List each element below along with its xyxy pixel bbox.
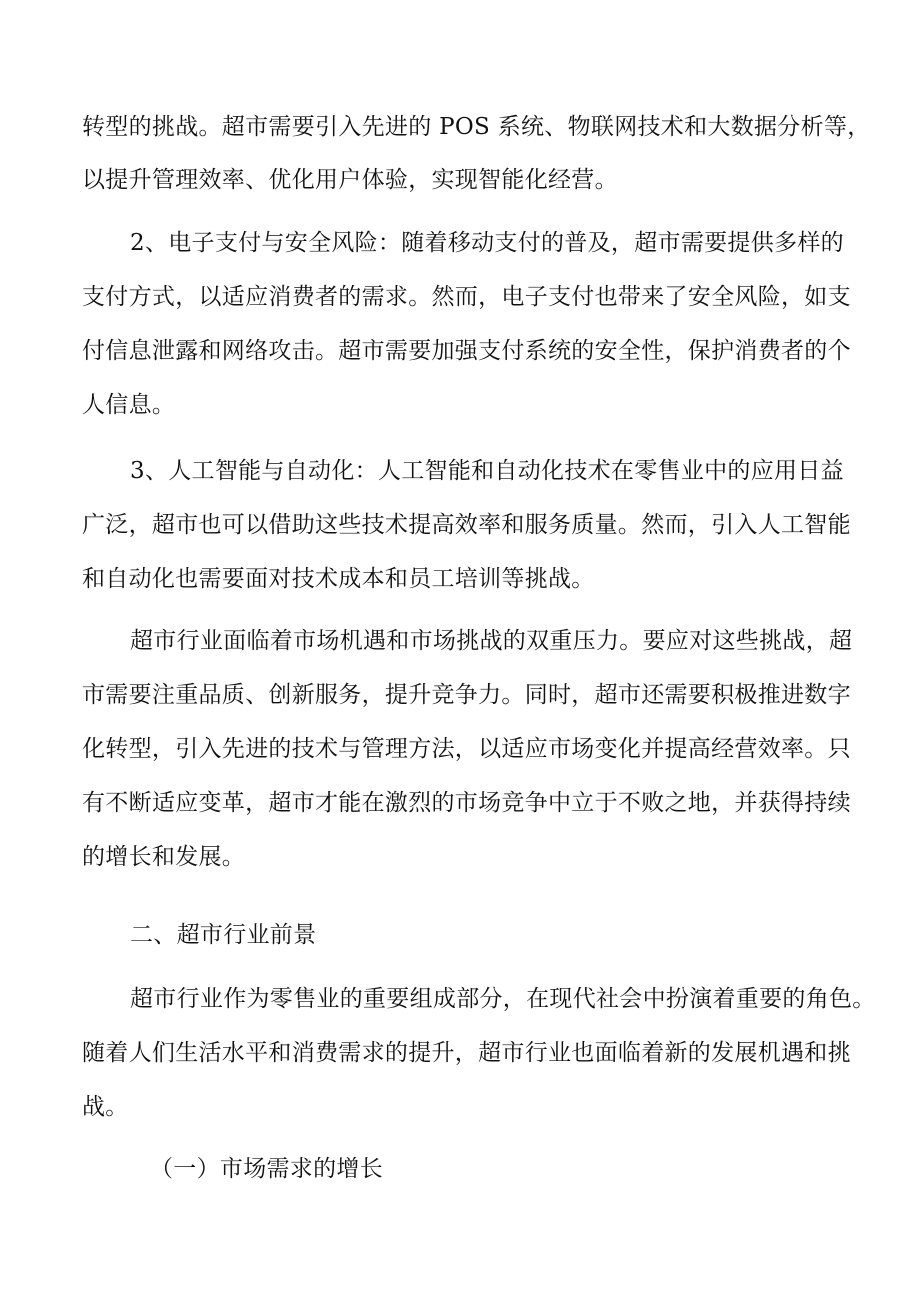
text-line: 2、电子支付与安全风险：随着移动支付的普及，超市需要提供多样的 [130,230,844,256]
section-heading: 二、超市行业前景 [130,922,317,948]
text-line: 广泛，超市也可以借助这些技术提高效率和服务质量。然而，引入人工智能 [82,512,851,538]
text-line: 以提升管理效率、优化用户体验，实现智能化经营。 [82,167,618,193]
text-line: 的增长和发展。 [82,844,246,870]
text-line: 随着人们生活水平和消费需求的提升，超市行业也面临着新的发展机遇和挑 [82,1040,851,1066]
text-line: 超市行业作为零售业的重要组成部分，在现代社会中扮演着重要的角色。 [130,986,876,1012]
text-line: 有不断适应变革，超市才能在激烈的市场竞争中立于不败之地，并获得持续 [82,790,851,816]
text-line: 支付方式，以适应消费者的需求。然而，电子支付也带来了安全风险，如支 [82,284,851,310]
text-line: 转型的挑战。超市需要引入先进的 POS 系统、物联网技术和大数据分析等， [82,114,871,140]
text-line: 化转型，引入先进的技术与管理方法，以适应市场变化并提高经营效率。只 [82,736,851,762]
text-line: 付信息泄露和网络攻击。超市需要加强支付系统的安全性，保护消费者的个 [82,338,851,364]
text-line: 市需要注重品质、创新服务，提升竞争力。同时，超市还需要积极推进数字 [82,682,851,708]
text-line: 人信息。 [82,392,176,418]
text-line: 和自动化也需要面对技术成本和员工培训等挑战。 [82,566,595,592]
text-line: 3、人工智能与自动化：人工智能和自动化技术在零售业中的应用日益 [130,458,844,484]
text-line: 超市行业面临着市场机遇和市场挑战的双重压力。要应对这些挑战，超 [130,628,853,654]
subsection-heading: （一）市场需求的增长 [150,1156,383,1182]
text-line: 战。 [82,1094,129,1120]
